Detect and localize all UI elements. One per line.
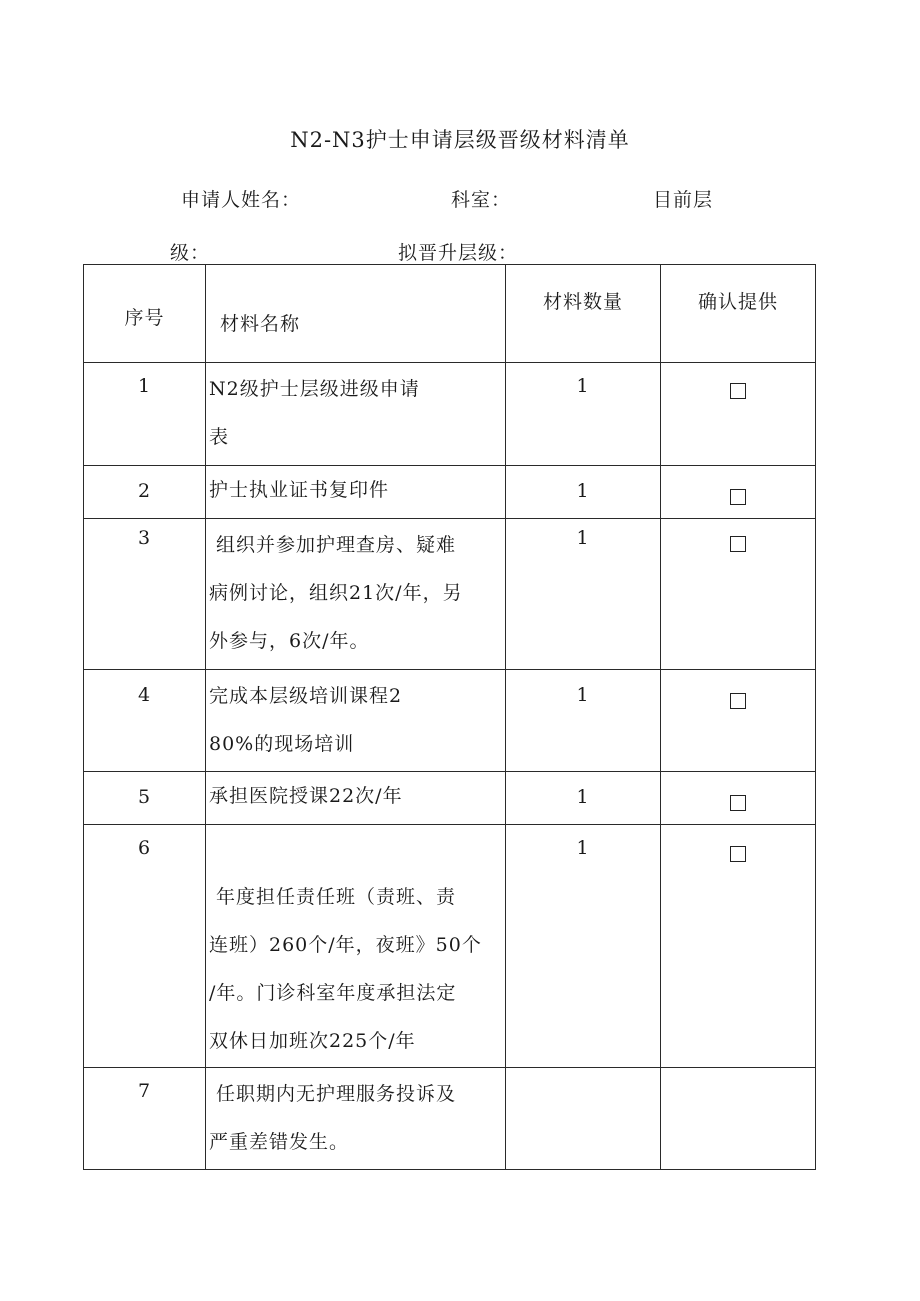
header-quantity: 材料数量 (506, 265, 661, 363)
table-header-row (84, 265, 816, 363)
material-name-line: /年。门诊科室年度承担法定 (209, 982, 457, 1004)
row-material-name (206, 1068, 506, 1170)
material-name-line: 年度担任责任班（责班、责 (209, 886, 457, 908)
confirm-checkbox[interactable] (730, 383, 746, 399)
material-name-line: 双休日加班次225个/年 (209, 1030, 416, 1052)
material-name-line: 严重差错发生。 (209, 1131, 350, 1153)
row-confirm-cell (661, 825, 816, 1068)
table-row (84, 1068, 816, 1170)
row-material-name (206, 825, 506, 1068)
row-confirm-cell (661, 772, 816, 825)
row-quantity: 1 (506, 519, 661, 670)
row-quantity: 1 (506, 772, 661, 825)
row-quantity (506, 1068, 661, 1170)
row-material-name (206, 772, 506, 825)
material-name-line: 病例讨论，组织21次/年，另 (209, 582, 463, 604)
confirm-checkbox[interactable] (730, 536, 746, 552)
row-material-name (206, 670, 506, 772)
table-row (84, 363, 816, 466)
target-level-label: 拟晋升层级： (398, 242, 519, 264)
row-seq: 4 (84, 670, 206, 772)
material-name-line: 组织并参加护理查房、疑难 (209, 534, 457, 556)
material-name-line: N2级护士层级进级申请 (209, 378, 420, 400)
current-level-label-cont: 级： (170, 242, 211, 264)
row-confirm-cell (661, 519, 816, 670)
applicant-name-label: 申请人姓名： (181, 189, 302, 211)
table-row (84, 670, 816, 772)
confirm-checkbox[interactable] (730, 846, 746, 862)
row-quantity: 1 (506, 466, 661, 519)
confirm-checkbox[interactable] (730, 693, 746, 709)
table-row (84, 772, 816, 825)
row-confirm-cell (661, 670, 816, 772)
table-row (84, 466, 816, 519)
material-name-line: 连班）260个/年，夜班》50个 (209, 934, 482, 956)
material-name-line: 完成本层级培训课程2 (209, 685, 403, 707)
row-seq: 1 (84, 363, 206, 466)
row-seq: 3 (84, 519, 206, 670)
row-material-name (206, 466, 506, 519)
header-seq: 序号 (84, 265, 206, 363)
row-seq: 2 (84, 466, 206, 519)
material-name-line: 承担医院授课22次/年 (209, 785, 403, 807)
material-name-line: 任职期内无护理服务投诉及 (209, 1083, 457, 1105)
row-material-name (206, 519, 506, 670)
table-row (84, 519, 816, 670)
department-label: 科室： (451, 189, 512, 211)
header-confirm: 确认提供 (661, 265, 816, 363)
material-name-line: 表 (209, 426, 230, 448)
row-quantity: 1 (506, 670, 661, 772)
confirm-checkbox[interactable] (730, 489, 746, 505)
table-row (84, 825, 816, 1068)
row-quantity: 1 (506, 363, 661, 466)
row-quantity: 1 (506, 825, 661, 1068)
material-name-line: 护士执业证书复印件 (209, 479, 390, 501)
row-material-name (206, 363, 506, 466)
material-name-line (209, 825, 505, 873)
row-confirm-cell (661, 363, 816, 466)
row-seq: 7 (84, 1068, 206, 1170)
material-name-line: 80%的现场培训 (209, 733, 355, 755)
materials-table (83, 264, 816, 1170)
page-title: N2-N3护士申请层级晋级材料清单 (290, 128, 630, 152)
row-confirm-cell (661, 1068, 816, 1170)
row-seq: 5 (84, 772, 206, 825)
material-name-line: 外参与，6次/年。 (209, 630, 370, 652)
header-material-name: 材料名称 (206, 265, 506, 363)
row-confirm-cell (661, 466, 816, 519)
row-seq: 6 (84, 825, 206, 1068)
confirm-checkbox[interactable] (730, 795, 746, 811)
current-level-label: 目前层 (653, 189, 714, 211)
